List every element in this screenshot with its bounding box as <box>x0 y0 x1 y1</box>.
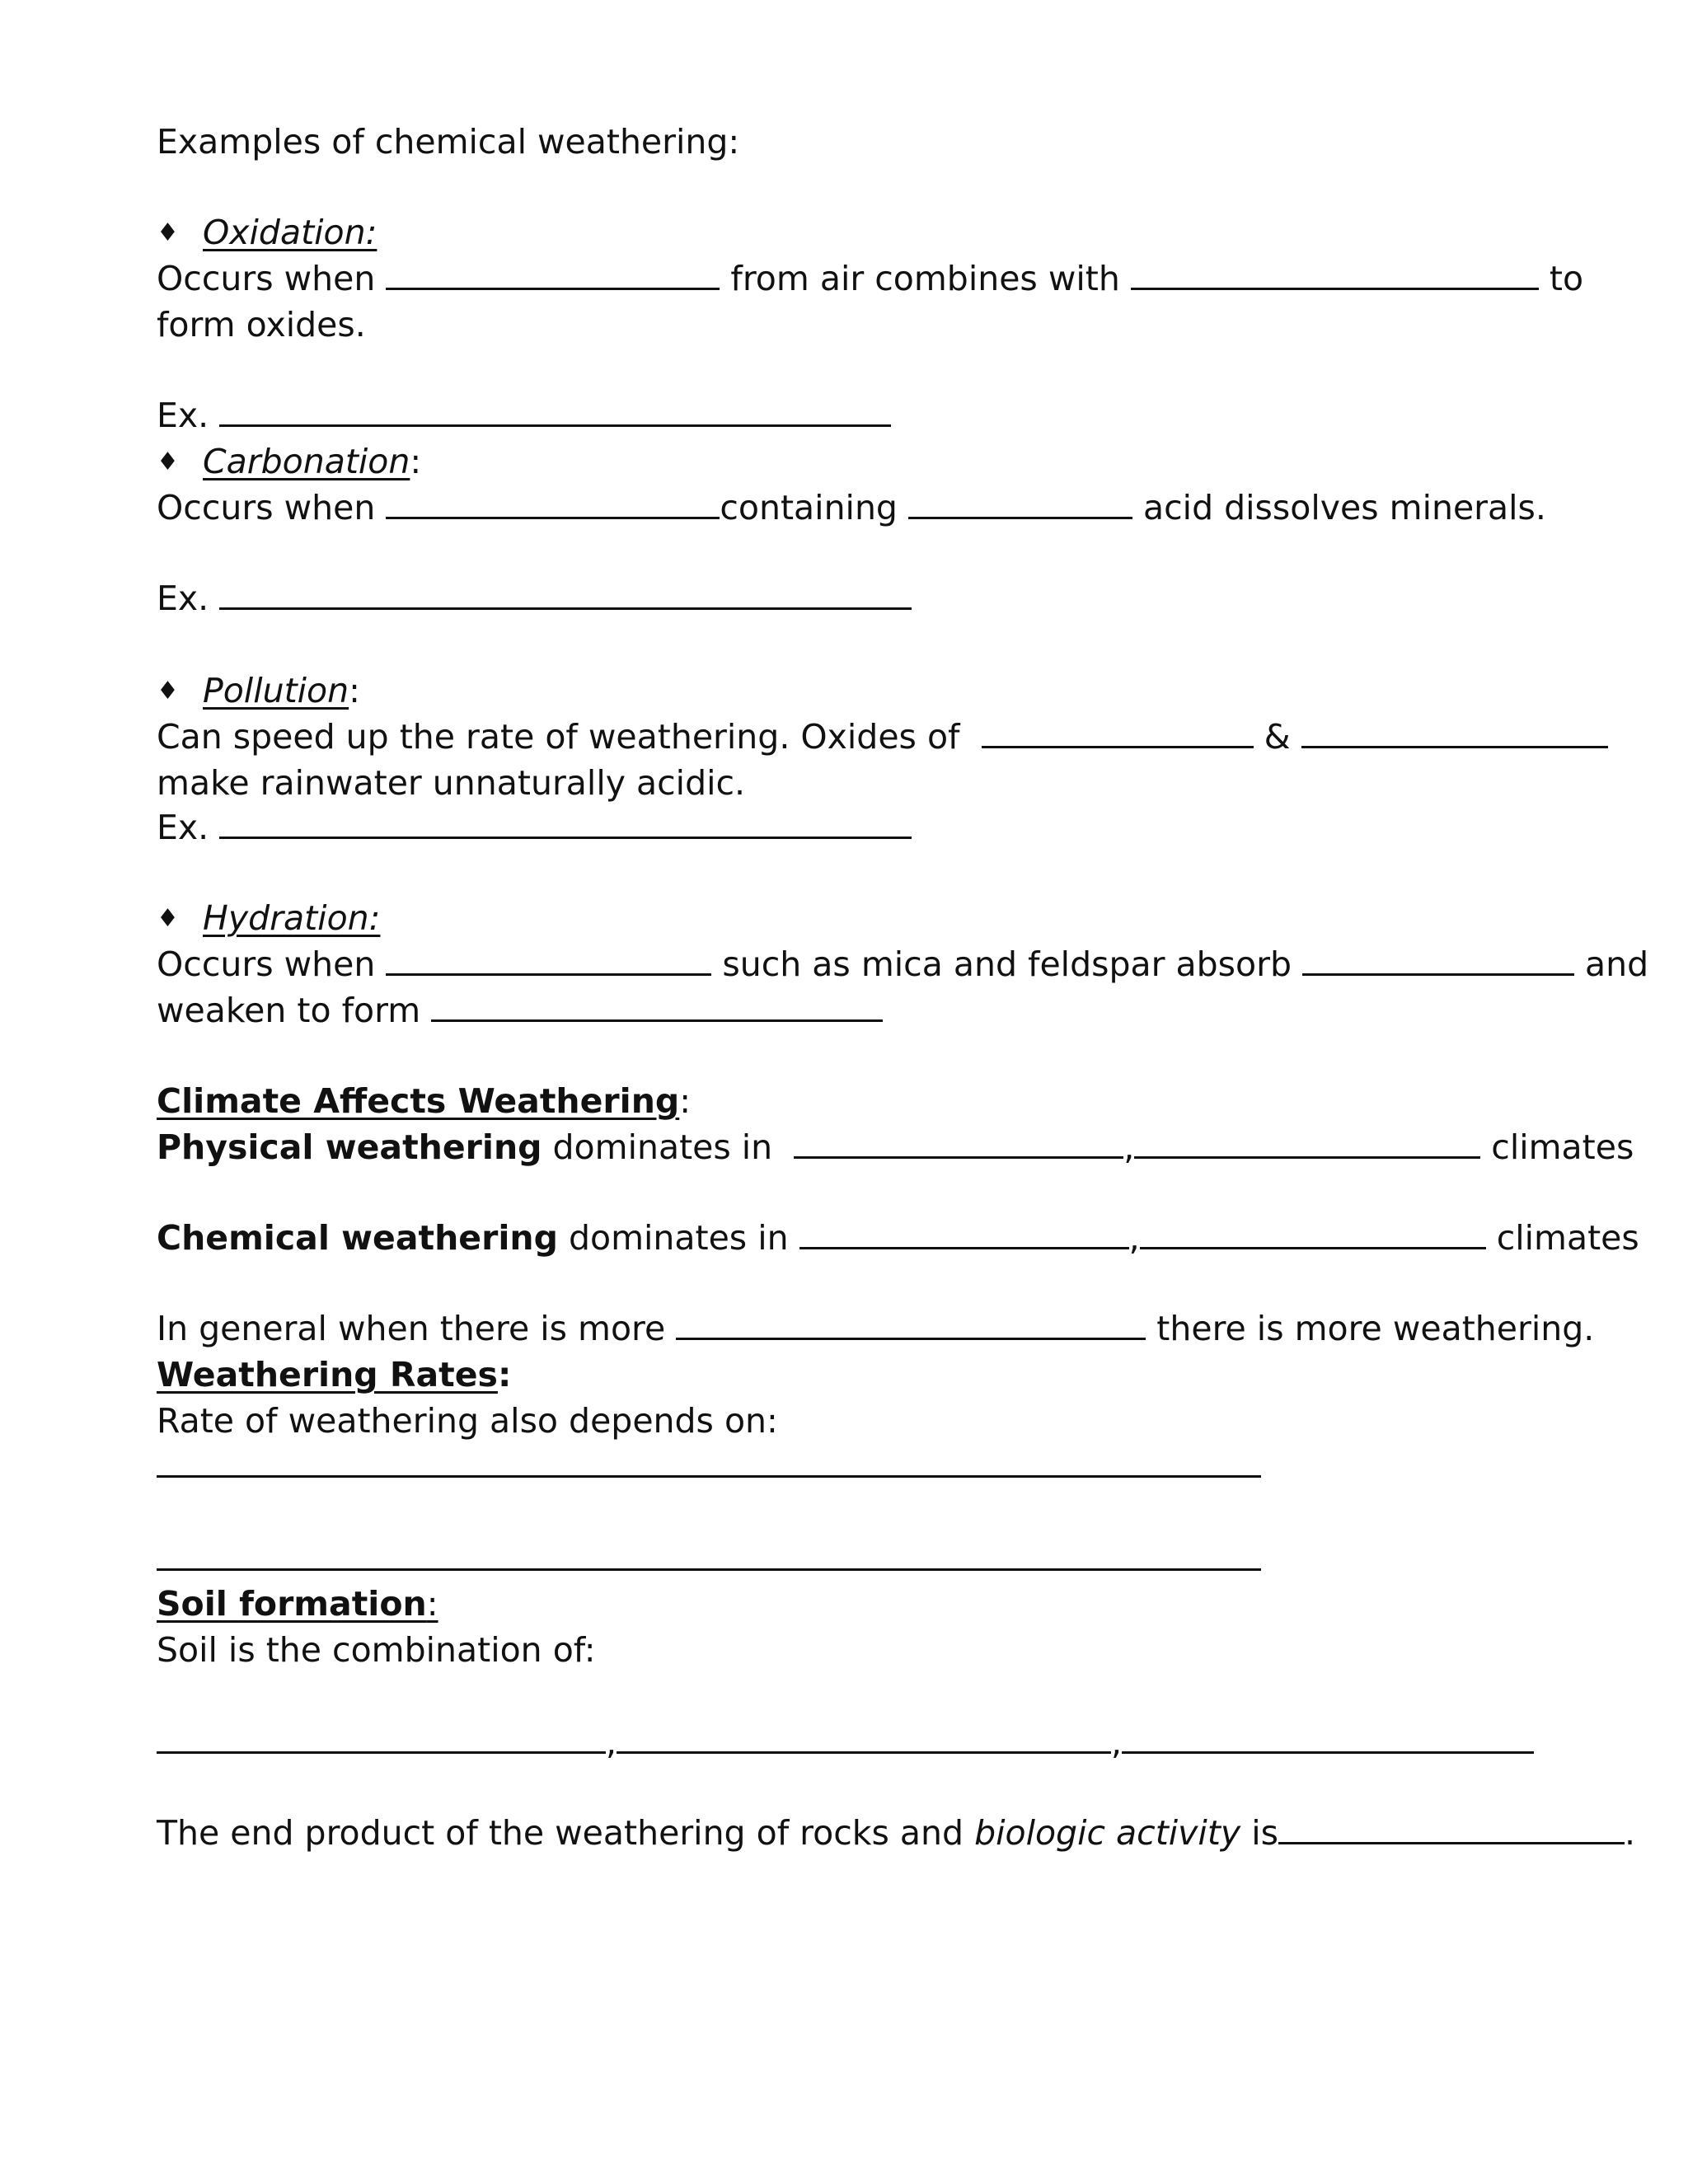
oxidation-line-2: form oxides. <box>157 305 366 344</box>
soil-heading <box>157 1584 438 1624</box>
example-label: Ex. <box>157 396 220 435</box>
oxidation-heading <box>157 213 377 252</box>
climate-heading-text: Climate Affects Weathering <box>157 1081 680 1121</box>
carbonation-heading <box>157 442 422 481</box>
bullet-icon: ♦ <box>157 904 179 933</box>
blank-field[interactable] <box>386 949 711 976</box>
general-text-a: In general when there is more <box>157 1309 677 1348</box>
soil-heading-text: Soil formation <box>157 1584 427 1624</box>
pollution-term: Pollution <box>203 671 349 710</box>
blank-field[interactable] <box>157 1727 606 1754</box>
hydration-text-d: weaken to form <box>157 991 432 1030</box>
oxidation-term: Oxidation: <box>203 213 377 252</box>
end-italic: biologic activity <box>974 1813 1241 1853</box>
soil-line: Soil is the combination of: <box>157 1630 596 1670</box>
pollution-text-b: & <box>1253 717 1301 757</box>
blank-field[interactable] <box>1140 1222 1486 1249</box>
colon: : <box>426 1584 438 1624</box>
intro-text: Examples of chemical weathering: <box>157 122 740 162</box>
oxidation-text-c: to <box>1538 259 1584 298</box>
pollution-line-2: make rainwater unnaturally acidic. <box>157 763 746 803</box>
blank-field[interactable] <box>431 995 883 1022</box>
chemical-weathering-label: Chemical weathering <box>157 1218 558 1258</box>
rates-line: Rate of weathering also depends on: <box>157 1401 778 1441</box>
bullet-icon: ♦ <box>157 677 179 705</box>
physical-weathering-line <box>157 1127 1634 1167</box>
chemical-weathering-line <box>157 1218 1639 1258</box>
blank-field[interactable] <box>219 400 891 427</box>
soil-blanks-line <box>157 1722 1534 1762</box>
carbonation-example <box>157 579 912 618</box>
blank-field[interactable] <box>982 721 1254 748</box>
hydration-term: Hydration: <box>203 898 381 938</box>
physical-text: dominates in <box>542 1127 795 1167</box>
answer-line[interactable] <box>157 1568 1261 1571</box>
general-text-b: there is more weathering. <box>1146 1309 1595 1348</box>
climates-text: climates <box>1480 1127 1634 1167</box>
oxidation-example <box>157 396 891 435</box>
period: . <box>1624 1813 1636 1853</box>
climates-text: climates <box>1485 1218 1639 1258</box>
rates-heading-text: Weathering Rates <box>157 1355 498 1394</box>
blank-field[interactable] <box>799 1222 1129 1249</box>
carbonation-term: Carbonation <box>203 442 410 481</box>
comma: , <box>1123 1127 1135 1167</box>
oxidation-text-a: Occurs when <box>157 259 387 298</box>
bullet-icon: ♦ <box>157 448 179 476</box>
colon: : <box>497 1355 512 1394</box>
climate-heading <box>157 1081 692 1121</box>
comma: , <box>1111 1722 1123 1762</box>
end-text-a: The end product of the weathering of rocks and <box>157 1813 975 1853</box>
hydration-line-1 <box>157 944 1649 984</box>
blank-field[interactable] <box>386 492 720 519</box>
example-label: Ex. <box>157 579 220 618</box>
hydration-text-c: and <box>1574 944 1649 984</box>
hydration-text-b: such as mica and feldspar absorb <box>711 944 1302 984</box>
blank-field[interactable] <box>219 583 912 610</box>
hydration-text-a: Occurs when <box>157 944 387 984</box>
blank-field[interactable] <box>1302 949 1574 976</box>
pollution-line-1 <box>157 717 1608 757</box>
rates-heading <box>157 1355 512 1394</box>
colon: : <box>679 1081 692 1121</box>
carbonation-text-c: acid dissolves minerals. <box>1132 488 1546 527</box>
oxidation-text-b: from air combines with <box>720 259 1131 298</box>
carbonation-text-a: Occurs when <box>157 488 387 527</box>
pollution-text-a: Can speed up the rate of weathering. Oxides of <box>157 717 982 757</box>
blank-field[interactable] <box>1122 1727 1534 1754</box>
physical-weathering-label: Physical weathering <box>157 1127 542 1167</box>
pollution-example <box>157 808 912 847</box>
chemical-text: dominates in <box>557 1218 799 1258</box>
end-text-b: is <box>1240 1813 1278 1853</box>
colon: : <box>349 671 360 710</box>
hydration-heading <box>157 898 381 938</box>
blank-field[interactable] <box>1278 1817 1625 1844</box>
blank-field[interactable] <box>1301 721 1608 748</box>
example-label: Ex. <box>157 808 220 847</box>
comma: , <box>606 1722 617 1762</box>
blank-field[interactable] <box>386 263 720 290</box>
bullet-icon: ♦ <box>157 218 179 247</box>
blank-field[interactable] <box>1131 263 1539 290</box>
blank-field[interactable] <box>794 1132 1123 1159</box>
blank-field[interactable] <box>1134 1132 1480 1159</box>
colon: : <box>410 442 422 481</box>
carbonation-text-b: containing <box>720 488 908 527</box>
answer-line[interactable] <box>157 1475 1261 1478</box>
blank-field[interactable] <box>676 1313 1146 1340</box>
carbonation-line-1 <box>157 488 1546 527</box>
blank-field[interactable] <box>908 492 1132 519</box>
blank-field[interactable] <box>617 1727 1111 1754</box>
general-line <box>157 1309 1595 1348</box>
oxidation-line-1 <box>157 259 1584 298</box>
end-product-line <box>157 1813 1636 1853</box>
comma: , <box>1128 1218 1140 1258</box>
pollution-heading <box>157 671 360 710</box>
hydration-line-2 <box>157 991 883 1030</box>
blank-field[interactable] <box>219 812 912 839</box>
